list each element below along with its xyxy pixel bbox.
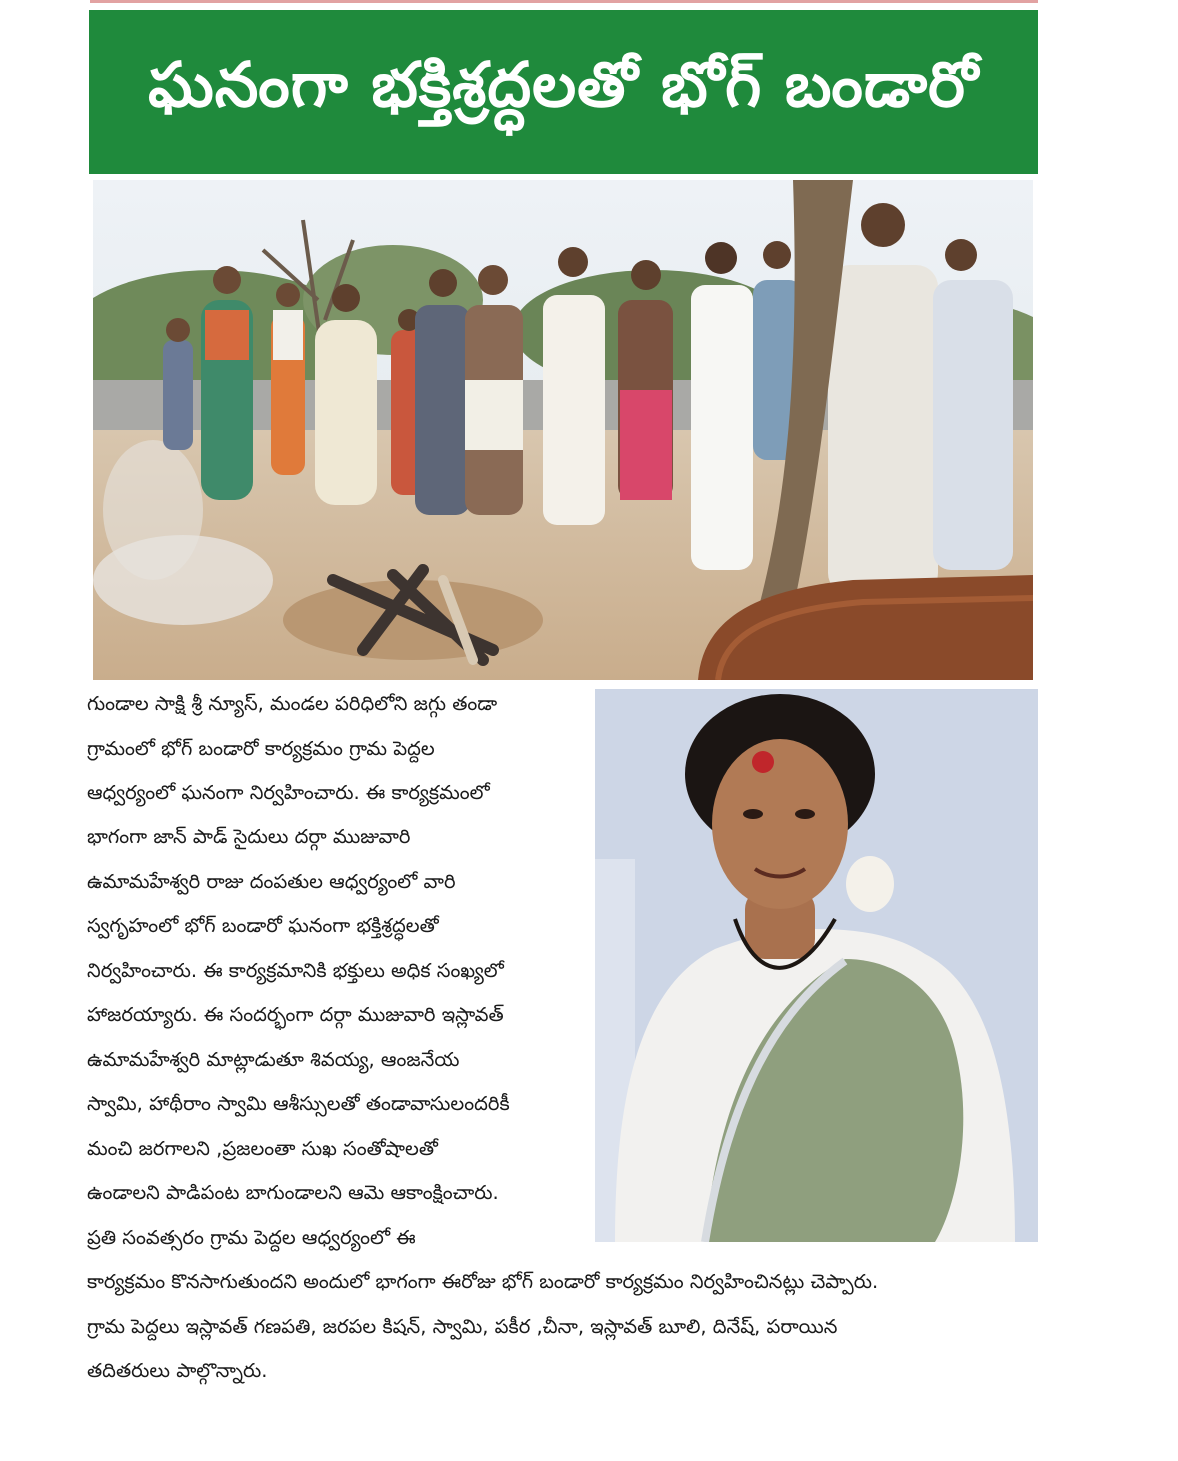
article-line: ప్రతి సంవత్సరం గ్రామ పెద్దల ఆధ్వర్యంలో ఈ [87, 1226, 416, 1249]
article-line: నిర్వహించారు. ఈ కార్యక్రమానికి భక్తులు అధిక సంఖ్యలో [87, 959, 504, 982]
article-line: భాగంగా జాన్ పాడ్ సైదులు దర్గా ముజువారి [87, 825, 411, 848]
article-line: స్వగృహంలో భోగ్ బండారో ఘనంగా భక్తిశ్రద్ధలతో [87, 914, 439, 937]
article-line: హాజరయ్యారు. ఈ సందర్భంగా దర్గా ముజువారి ఇస్లావత్ [87, 1003, 504, 1026]
headline-text: ఘనంగా భక్తిశ్రద్ధలతో భోగ్ బండారో [148, 48, 979, 121]
headline [89, 10, 1038, 174]
article-line: గ్రామ పెద్దలు ఇస్లావత్ గణపతి, జరపల కిషన్, స్వామి, పకీర ,చీనా, ఇస్లావత్ బూలి, దినేష్, పరాయిన [87, 1315, 838, 1338]
top-rule [90, 0, 1038, 3]
article-line: గుండాల సాక్షి శ్రీ న్యూస్, మండల పరిధిలోని జగ్గు తండా [87, 692, 498, 715]
group-ritual-photo [93, 180, 1033, 680]
article-line: స్వామి, హాథీరాం స్వామి ఆశీస్సులతో తండావాసులందరికీ [87, 1092, 510, 1115]
article-line: గ్రామంలో భోగ్ బండారో కార్యక్రమం గ్రామ పెద్దల [87, 737, 435, 760]
article-line: కార్యక్రమం కొనసాగుతుందని అందులో భాగంగా ఈరోజు భోగ్ బండారో కార్యక్రమం నిర్వహించినట్లు చెప్పారు. [87, 1270, 879, 1293]
article-line: ఉమామహేశ్వరి రాజు దంపతుల ఆధ్వర్యంలో వారి [87, 870, 456, 893]
article-line: మంచి జరగాలని ,ప్రజలంతా సుఖ సంతోషాలతో [87, 1137, 438, 1160]
article-line: తదితరులు పాల్గొన్నారు. [87, 1359, 268, 1382]
article-line: ఉమామహేశ్వరి మాట్లాడుతూ శివయ్య, ఆంజనేయ [87, 1048, 460, 1071]
portrait-photo [595, 689, 1038, 1242]
article-line: ఉండాలని పాడిపంట బాగుండాలని ఆమె ఆకాంక్షించారు. [87, 1181, 499, 1204]
article-line: ఆధ్వర్యంలో ఘనంగా నిర్వహించారు. ఈ కార్యక్రమంలో [87, 781, 490, 804]
